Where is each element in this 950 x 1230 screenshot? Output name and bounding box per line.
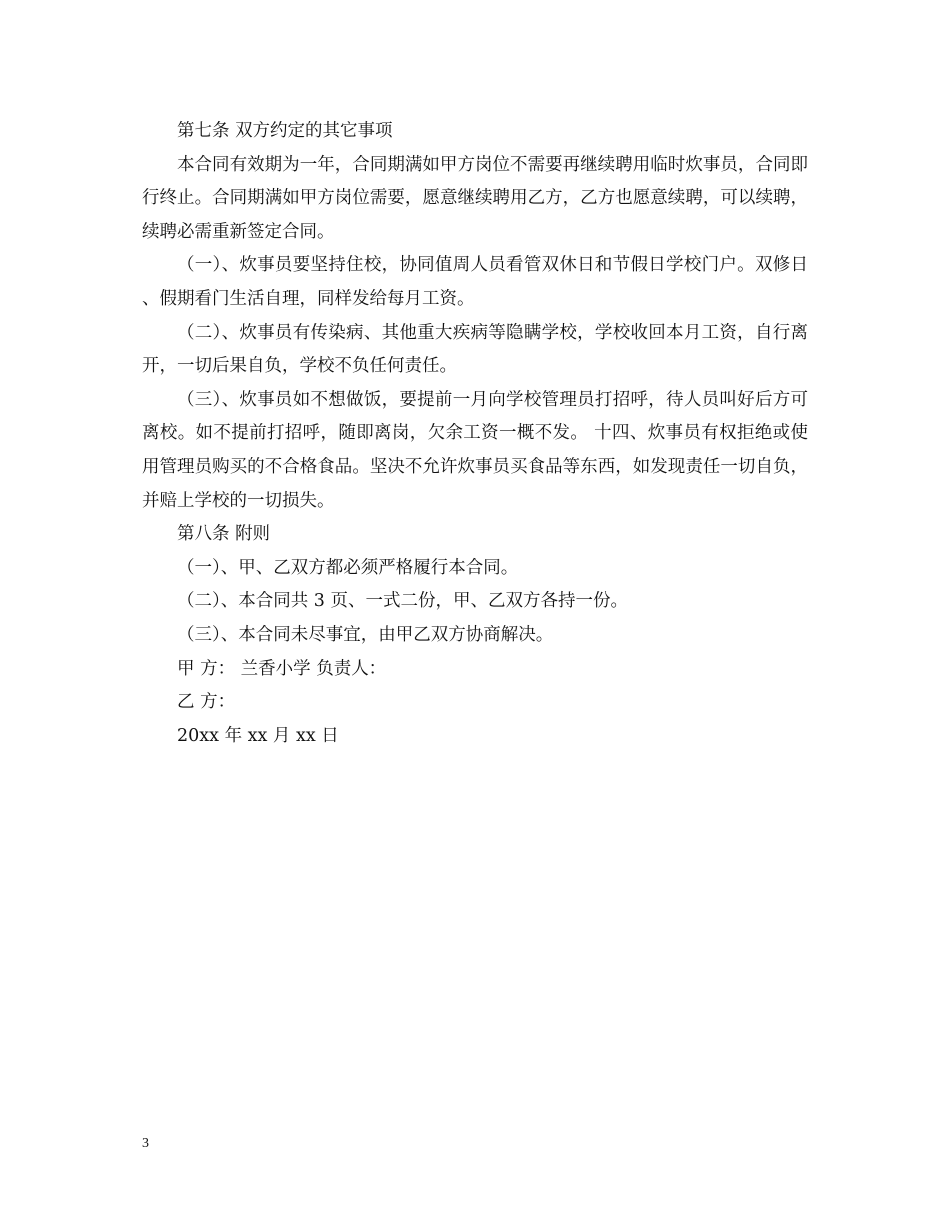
date-line: 20xx 年 xx 月 xx 日 bbox=[177, 725, 339, 746]
clause-3-paragraph: （三）、炊事员如不想做饭，要提前一月向学校管理员打招呼，待人员叫好后方可离校。如不提前打招呼，随即离岗，欠余工资一概不发。 十四、炊事员有权拒绝或使用管理员购买的不合格食品。坚决不允许炊事员买食品等东西，如发现责任一切自负，并赔上学校的一切损失。 bbox=[142, 389, 808, 511]
appendix-clause-1: （一）、甲、乙双方都必须严格履行本合同。 bbox=[177, 557, 519, 578]
article-7-heading: 第七条 双方约定的其它事项 bbox=[177, 121, 393, 141]
contract-term-paragraph: 本合同有效期为一年，合同期满如甲方岗位不需要再继续聘用临时炊事员，合同即行终止。合同期满如甲方岗位需要，愿意继续聘用乙方，乙方也愿意续聘，可以续聘，续聘必需重新签定合同。 bbox=[142, 154, 808, 242]
clause-1-paragraph: （一）、炊事员要坚持住校，协同值周人员看管双休日和节假日学校门户。双修日 、假期看门生活自理，同样发给每月工资。 bbox=[142, 255, 808, 309]
article-8-heading: 第八条 附则 bbox=[177, 524, 271, 545]
party-b-signature-line: 乙 方： bbox=[177, 692, 236, 713]
party-a-signature-line: 甲 方： 兰香小学 负责人： bbox=[177, 658, 387, 679]
appendix-clause-3: （三）、本合同未尽事宜，由甲乙双方协商解决。 bbox=[177, 624, 554, 645]
appendix-clause-2: （二）、本合同共 3 页、一式二份，甲、乙双方各持一份。 bbox=[177, 591, 629, 612]
page-number: 3 bbox=[142, 1136, 149, 1151]
clause-2-paragraph: （二）、炊事员有传染病、其他重大疾病等隐瞒学校，学校收回本月工资，自行离开，一切后果自负，学校不负任何责任。 bbox=[142, 322, 808, 377]
document-body bbox=[142, 115, 808, 753]
